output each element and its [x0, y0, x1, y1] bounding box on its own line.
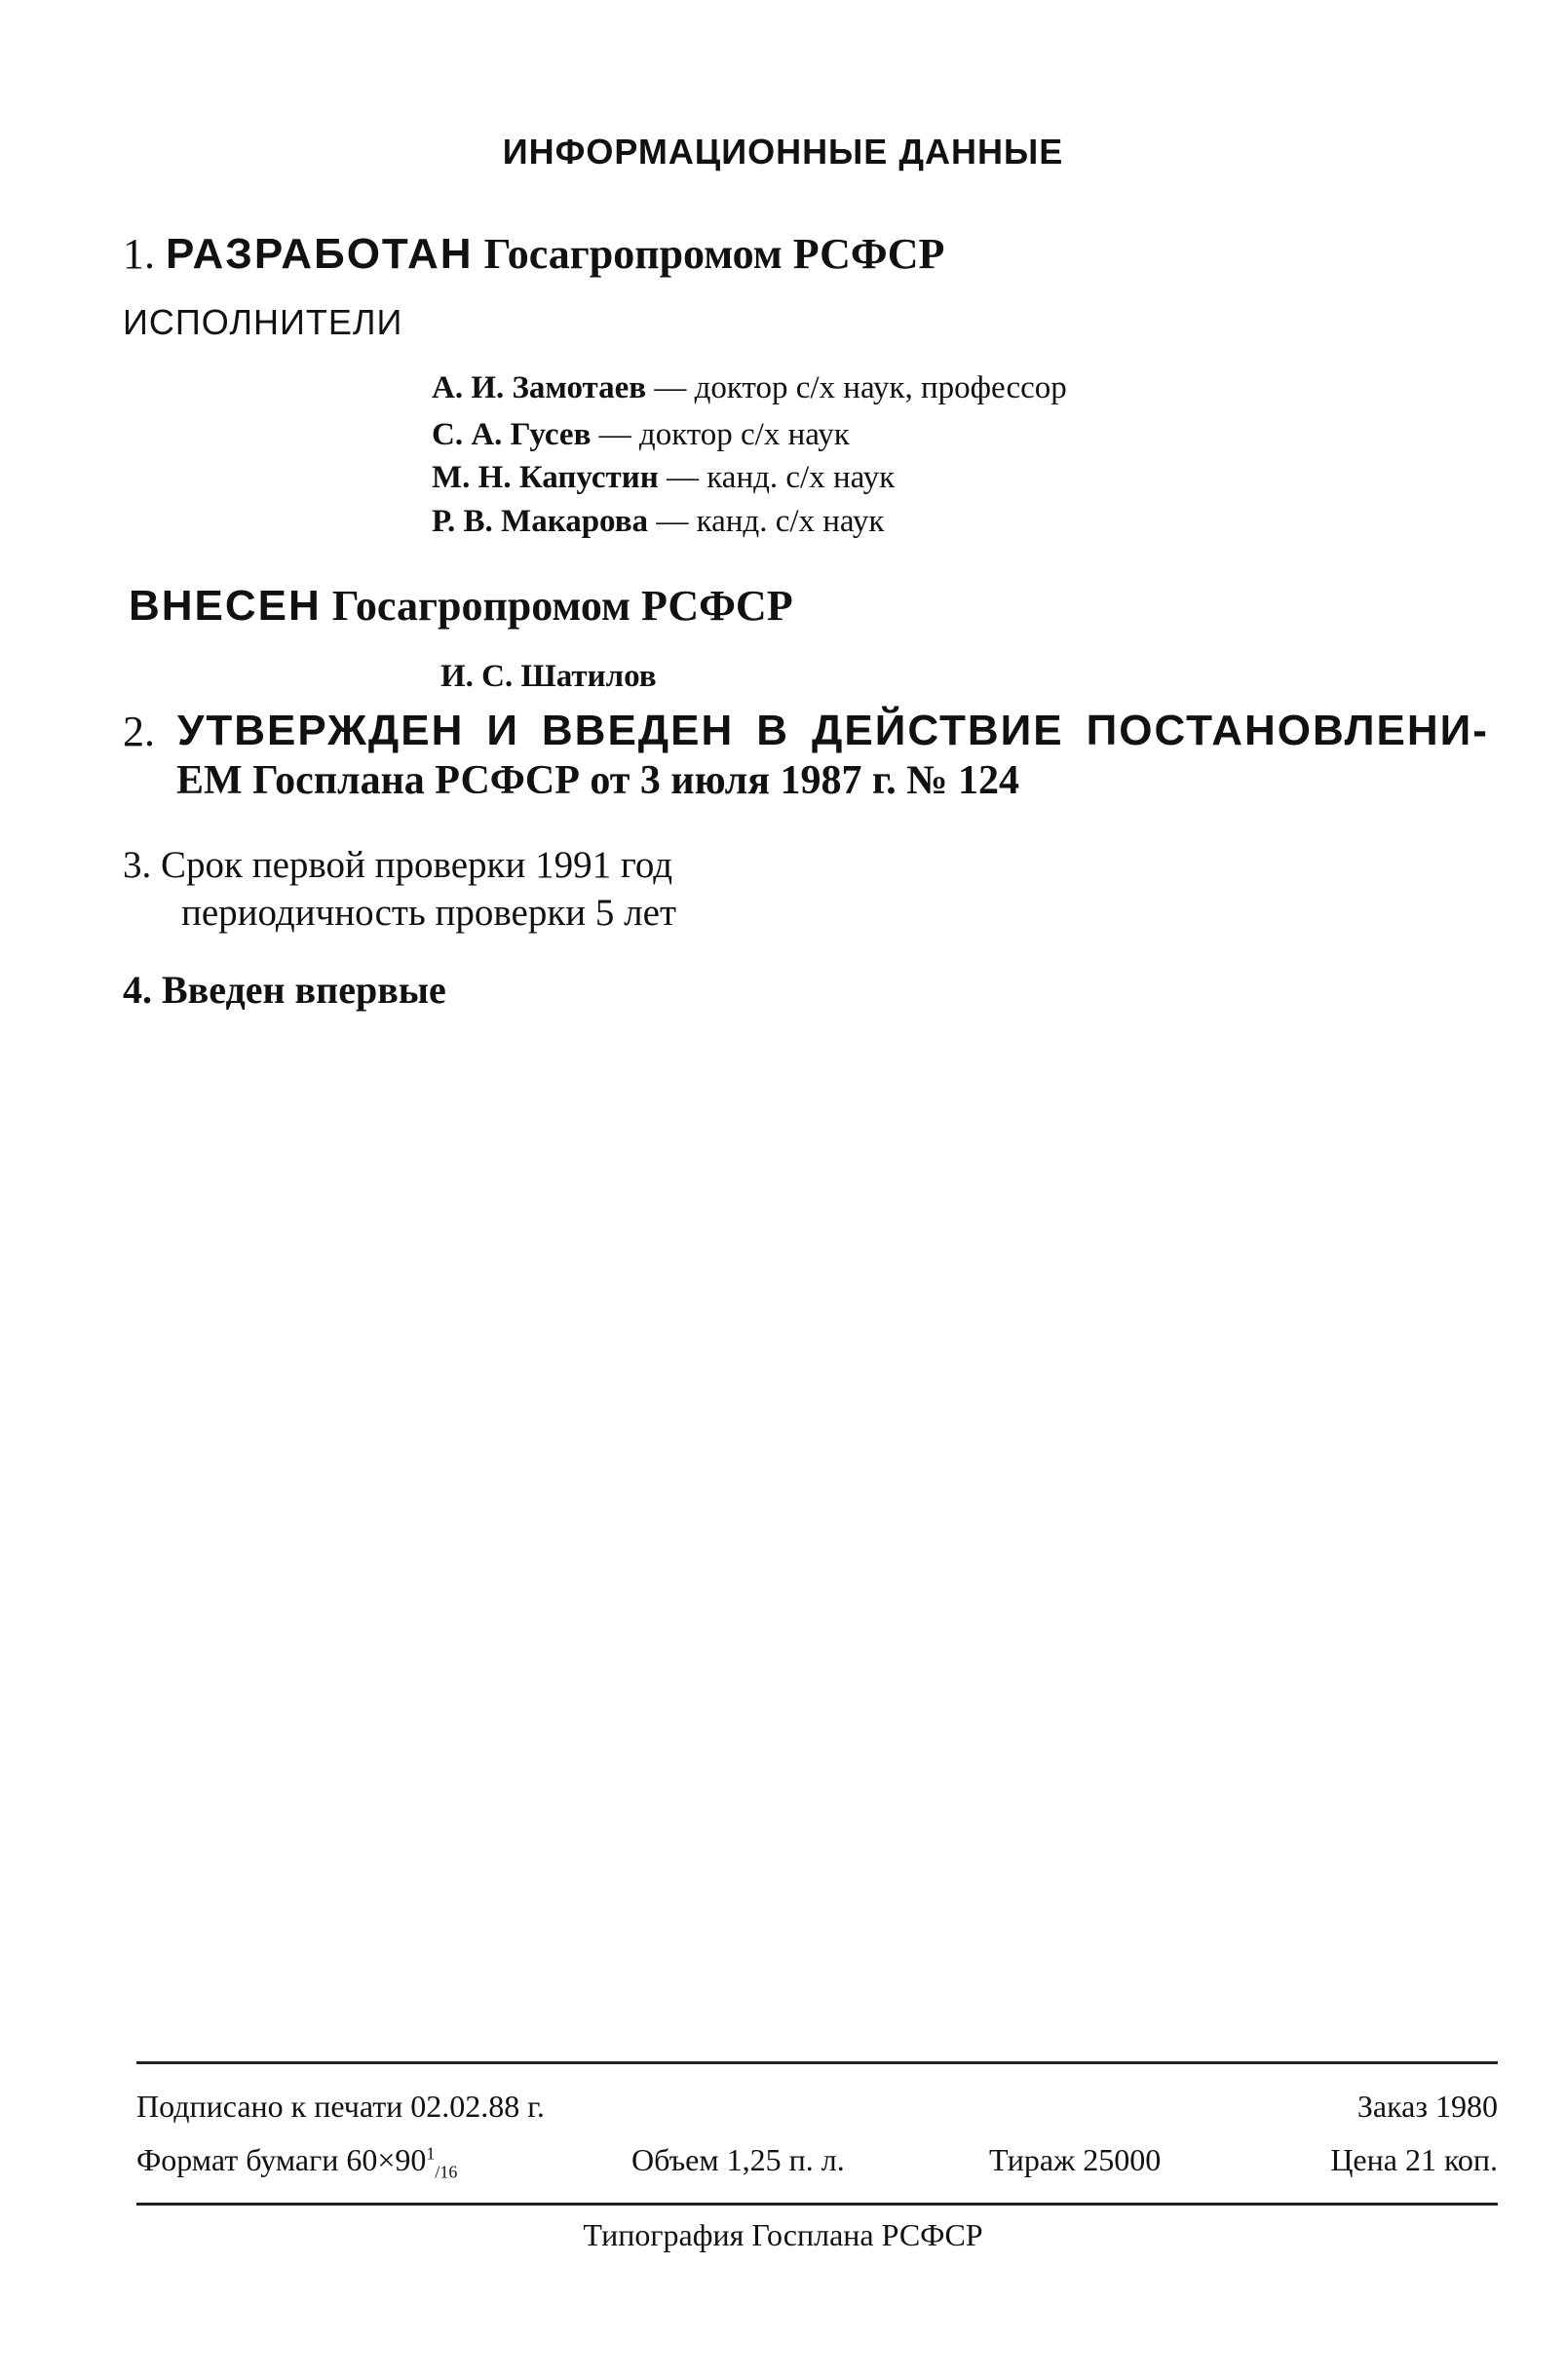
imprint-top-rule	[136, 2061, 1498, 2064]
page-title: ИНФОРМАЦИОННЫЕ ДАННЫЕ	[502, 132, 1064, 172]
imprint-bottom-rule	[136, 2203, 1498, 2206]
item-3-text: Срок первой проверки 1991 год	[161, 844, 673, 886]
executor-row	[432, 417, 850, 453]
item-1-developed	[123, 229, 944, 279]
item-2-word: В	[756, 707, 790, 754]
executors-label: ИСПОЛНИТЕЛИ	[123, 302, 403, 342]
executor-name: С. А. Гусев	[432, 417, 592, 452]
imprint-format-sup: 1	[426, 2143, 436, 2164]
item-2-number: 2.	[123, 708, 155, 755]
executor-role: — доктор с/х наук	[591, 417, 850, 452]
item-2-word: ДЕЙСТВИЕ	[812, 707, 1064, 754]
item-1-number: 1.	[123, 230, 155, 278]
item-2-line-1	[123, 707, 1489, 756]
item-2-word: ВВЕДЕН	[541, 707, 735, 754]
imprint-format	[136, 2142, 457, 2182]
item-3-number: 3.	[123, 844, 152, 886]
executor-row	[432, 460, 895, 496]
item-1-heading: РАЗРАБОТАН	[166, 230, 474, 278]
executor-role: — доктор с/х наук, профессор	[646, 370, 1067, 405]
item-2-word: УТВЕРЖДЕН	[176, 707, 465, 754]
executor-name: А. И. Замотаев	[432, 370, 647, 405]
item-3-line-1	[123, 843, 672, 887]
item-2-word: ПОСТАНОВЛЕНИ-	[1086, 707, 1489, 754]
introduced-line	[129, 581, 793, 631]
item-4-text: Введен впервые	[162, 968, 446, 1012]
executor-row	[432, 370, 1067, 406]
imprint-format-90: 90	[395, 2142, 427, 2177]
imprint-format-sub: /16	[435, 2162, 458, 2182]
executor-name: М. Н. Капустин	[432, 460, 659, 495]
imprint-printer: Типография Госплана РСФСР	[583, 2217, 983, 2252]
executor-row	[432, 504, 884, 540]
item-4-line	[123, 967, 446, 1013]
executor-role: — канд. с/х наук	[658, 460, 896, 495]
imprint-price: Цена 21 коп.	[1330, 2142, 1498, 2177]
executor-name: Р. В. Макарова	[432, 504, 649, 539]
item-1-organization: Госагропромом РСФСР	[483, 230, 945, 278]
imprint-format-prefix: Формат бумаги 60	[136, 2142, 378, 2177]
introduced-organization: Госагропромом РСФСР	[331, 582, 793, 630]
executor-role: — канд. с/х наук	[648, 504, 885, 539]
introduced-heading: ВНЕСЕН	[129, 582, 322, 630]
item-4-number: 4.	[123, 968, 152, 1012]
item-2-word: И	[486, 707, 519, 754]
imprint-order: Заказ 1980	[1356, 2089, 1498, 2124]
item-2-line-2: ЕМ Госплана РСФСР от 3 июля 1987 г. № 124	[176, 758, 1019, 803]
introducer-name: И. С. Шатилов	[440, 659, 657, 694]
imprint-signed: Подписано к печати 02.02.88 г.	[136, 2089, 545, 2124]
imprint-volume: Объем 1,25 п. л.	[631, 2142, 845, 2177]
item-3-line-2: периодичность проверки 5 лет	[181, 892, 676, 934]
imprint-circulation: Тираж 25000	[989, 2142, 1162, 2177]
imprint-format-times: ×	[377, 2142, 396, 2177]
